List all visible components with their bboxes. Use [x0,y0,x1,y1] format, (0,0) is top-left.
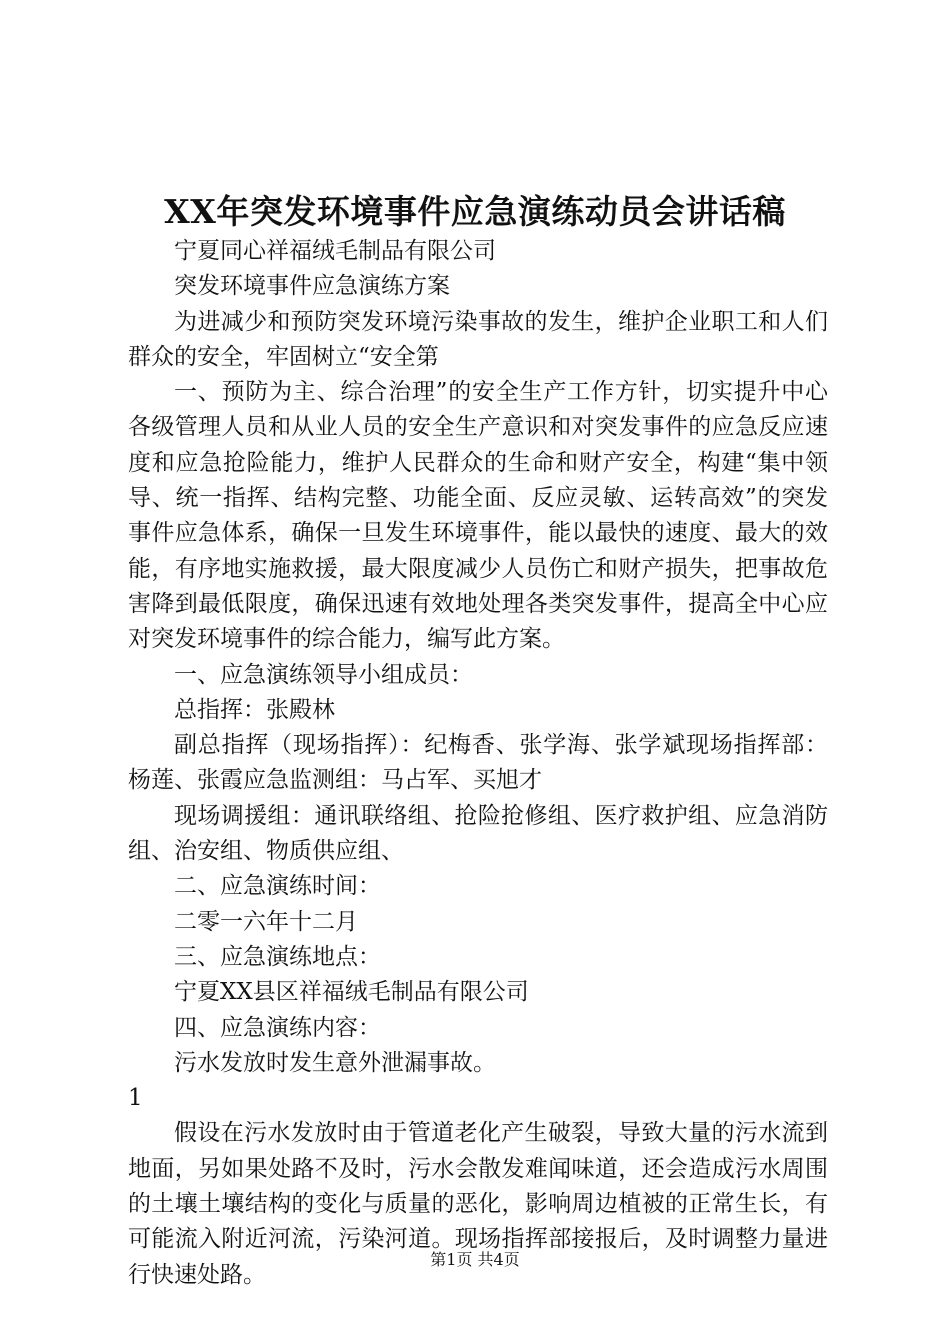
paragraph-location: 宁夏XX县区祥福绒毛制品有限公司 [174,979,529,1006]
paragraph-commander: 总指挥：张殿林 [174,696,335,723]
paragraph-number: 1 [128,1085,143,1112]
paragraph-content: 污水发放时发生意外泄漏事故。 [174,1049,496,1076]
paragraph-company: 宁夏同心祥福绒毛制品有限公司 [174,238,496,264]
paragraph-purpose: 一、预防为主、综合治理”的安全生产工作方针，切实提升中心各级管理人员和从业人员的安全生产意识和对突发事件的应急反应速度和应急抢险能力，维护人民群众的生命和财产安全，构建“集中领导、统一指挥、结构完整、功能全面、反应灵敏、运转高效”的突发事件应急体系，确保一旦发生环境事件，能以最快的速度、最大的效能，有序地实施救援，最大限度减少人员伤亡和财产损失，把事故危害降到最低限度，确保迅速有效地处理各类突发事件，提高全中心应对突发环境事件的综合能力，编写此方案。 [128,379,828,653]
document-body [128,234,828,1293]
paragraph-scenario: 假设在污水发放时由于管道老化产生破裂，导致大量的污水流到地面，另如果处路不及时，污水会散发难闻味道，还会造成污水周围的土壤土壤结构的变化与质量的恶化，影响周边植被的正常生长，有可能流入附近河流，污染河道。现场指挥部接报后，及时调整力量进行快速处路。 [128,1120,828,1288]
paragraph-field-groups: 现场调援组：通讯联络组、抢险抢修组、医疗救护组、应急消防组、治安组、物质供应组、 [128,802,828,865]
section-heading-leadership: 一、应急演练领导小组成员： [174,661,473,688]
section-heading-location: 三、应急演练地点： [174,943,381,970]
paragraph-time: 二零一六年十二月 [174,908,358,935]
paragraph-plan-title: 突发环境事件应急演练方案 [174,273,450,300]
page-footer: 第1页 共4页 [430,1250,520,1269]
section-heading-content: 四、应急演练内容： [174,1014,381,1041]
paragraph-intro: 为进减少和预防突发环境污染事故的发生，维护企业职工和人们群众的安全，牢固树立“安全第 [128,308,828,370]
document-title: XX年突发环境事件应急演练动员会讲话稿 [164,192,786,231]
section-heading-time: 二、应急演练时间： [174,873,381,900]
paragraph-deputy-commanders: 副总指挥（现场指挥）：纪梅香、张学海、张学斌现场指挥部：杨莲、张霞应急监测组：马占军、买旭才 [128,732,828,794]
